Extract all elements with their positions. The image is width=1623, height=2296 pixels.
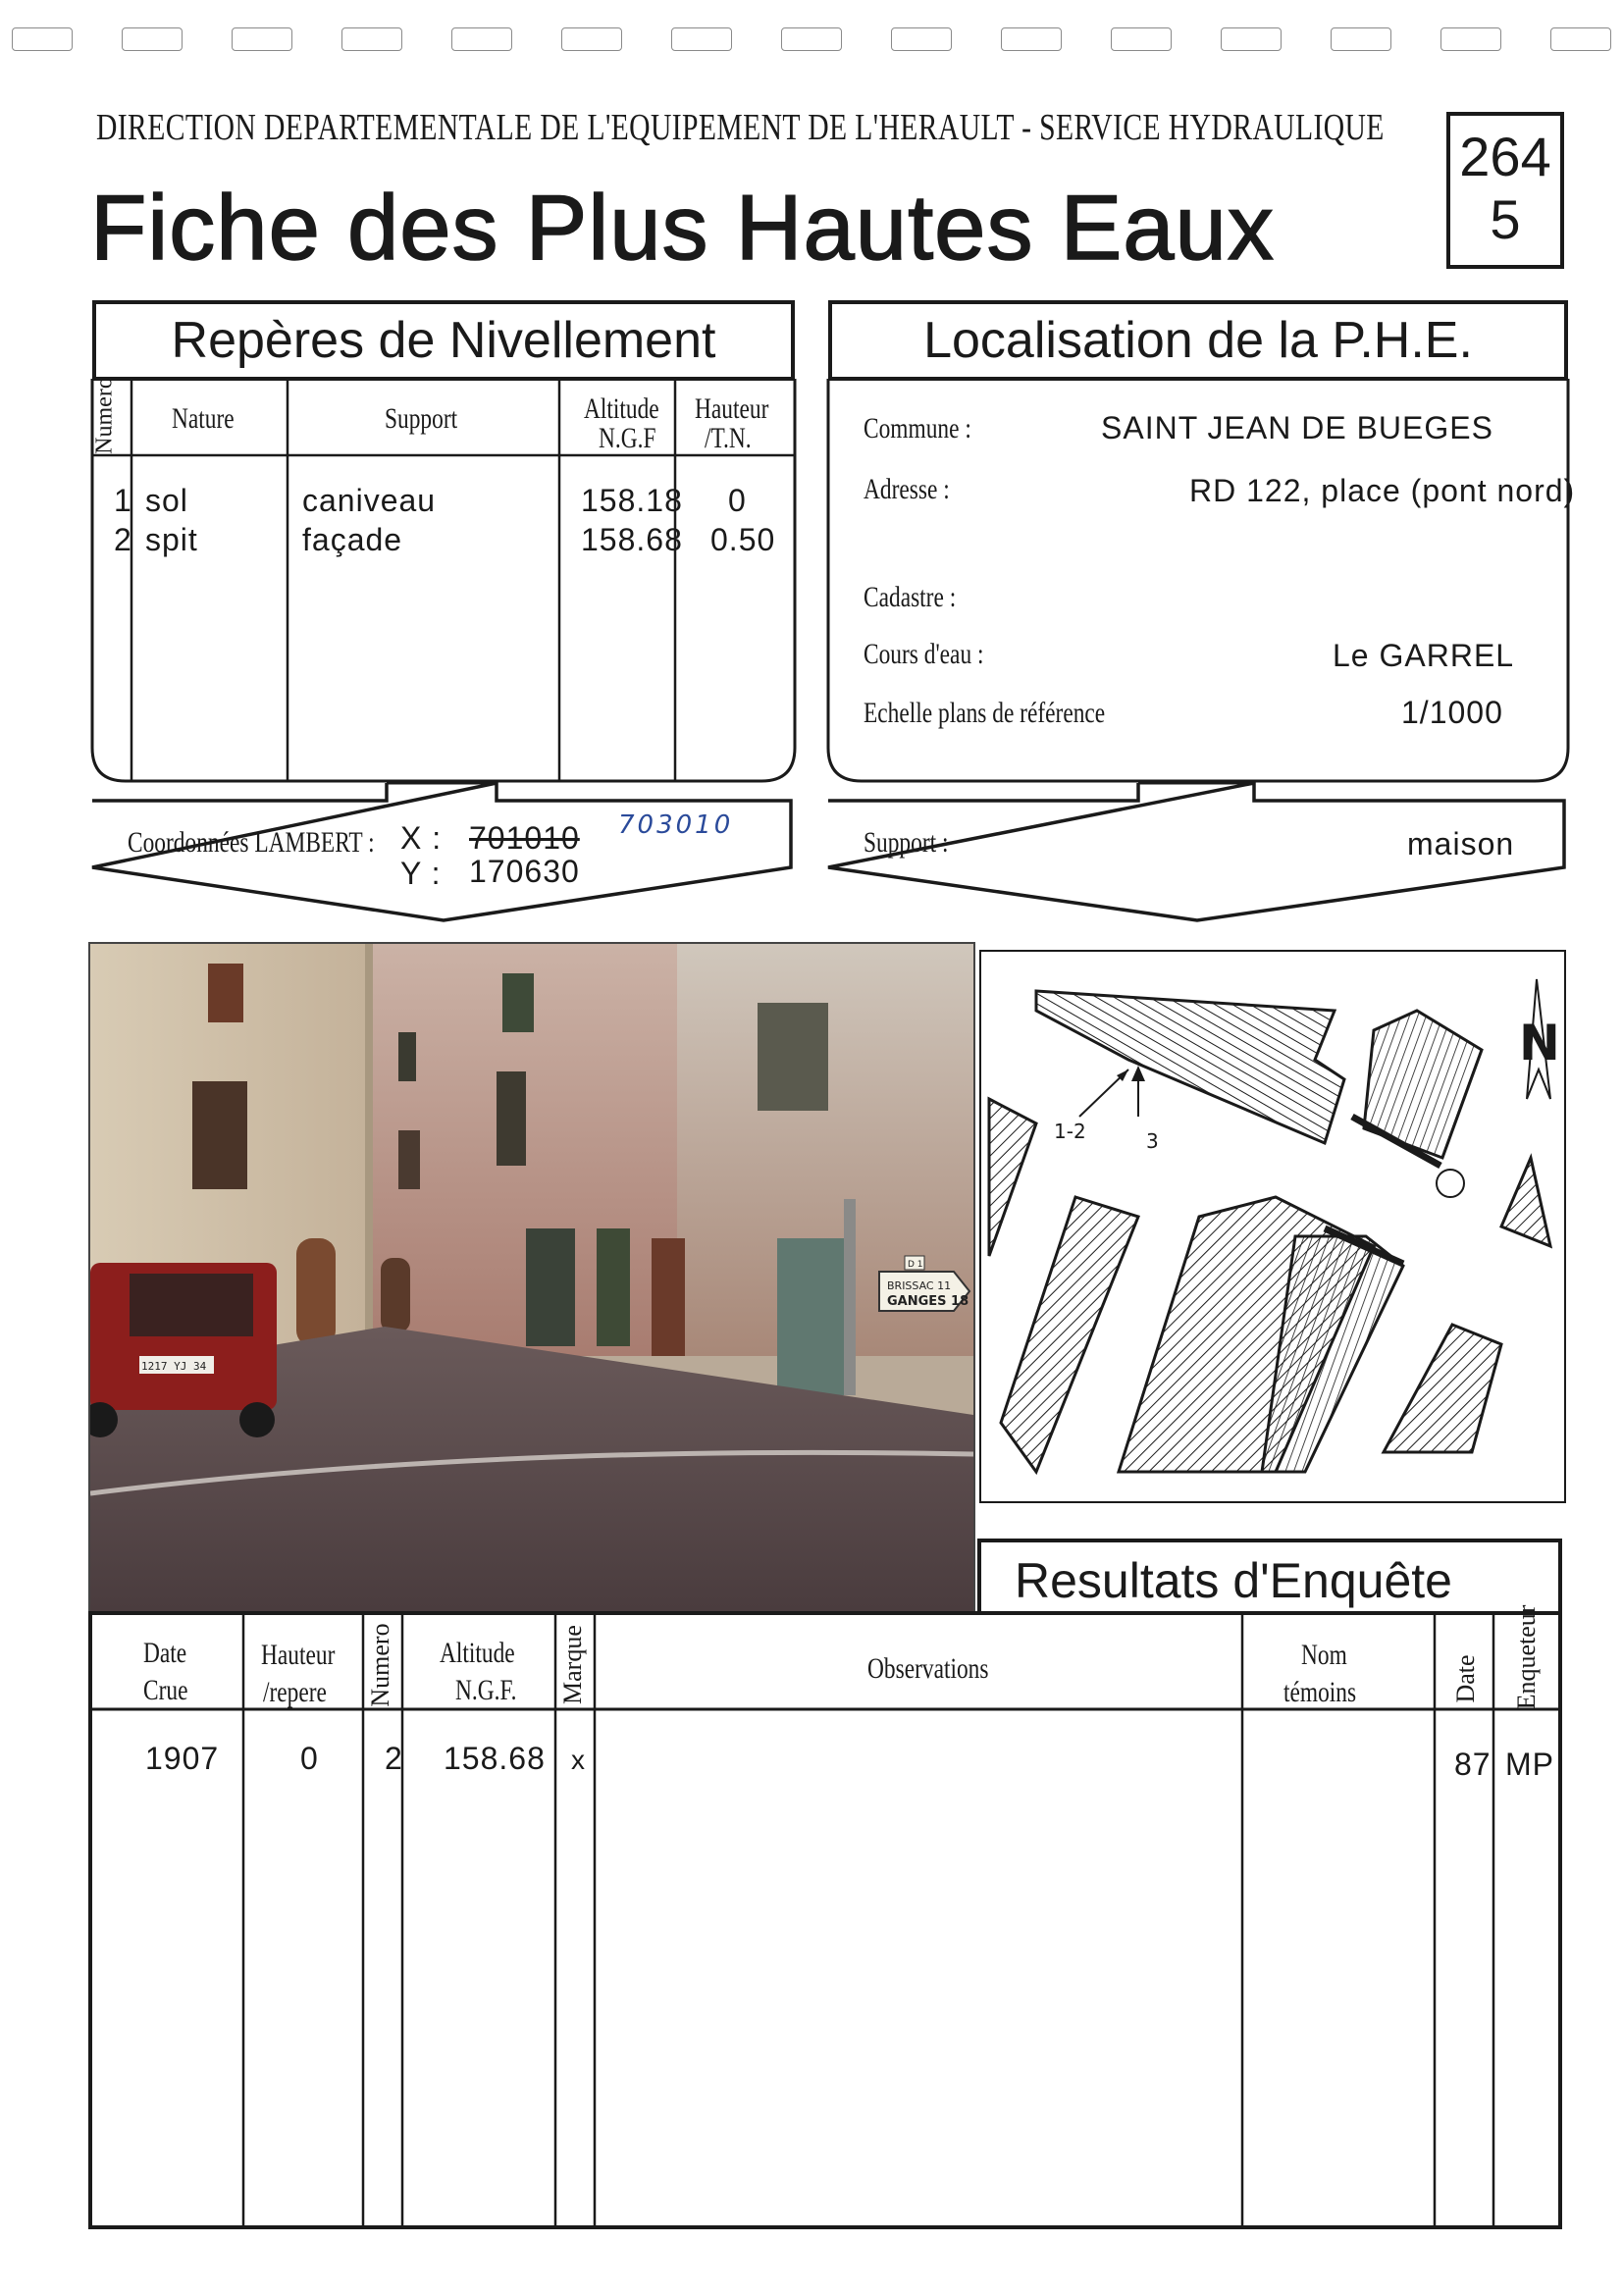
adresse-label: Adresse : xyxy=(864,473,950,505)
result-altitude: 158.68 xyxy=(444,1741,546,1776)
binding-hole xyxy=(1331,27,1391,51)
commune-value: SAINT JEAN DE BUEGES xyxy=(1101,410,1493,445)
reperes-table-frame xyxy=(88,379,799,791)
col-hauteur-header-2: /repere xyxy=(263,1676,327,1708)
binding-hole xyxy=(451,27,512,51)
col-altitude-header-2: N.G.F xyxy=(599,422,656,454)
cours-eau-value: Le GARREL xyxy=(1333,638,1515,673)
commune-label: Commune : xyxy=(864,412,971,444)
binding-hole xyxy=(341,27,402,51)
lambert-x-handwritten: 703010 xyxy=(618,810,734,840)
reference-sheet: 5 xyxy=(1490,188,1521,250)
col-date-crue-header: Date xyxy=(143,1637,187,1669)
reperes-title: Repères de Nivellement xyxy=(92,300,795,381)
row-support: caniveau xyxy=(302,483,437,518)
col-numero-header: Numero xyxy=(366,1623,394,1707)
echelle-label: Echelle plans de référence xyxy=(864,697,1106,729)
location-plan xyxy=(979,950,1566,1503)
binding-hole xyxy=(1111,27,1172,51)
row-altitude: 158.18 xyxy=(581,483,683,518)
binding-hole xyxy=(671,27,732,51)
binding-hole xyxy=(1440,27,1501,51)
col-altitude-header-2: N.G.F. xyxy=(455,1674,517,1706)
resultats-frame xyxy=(86,1531,1568,2237)
row-support: façade xyxy=(302,522,403,557)
lambert-x-struck: 701010 xyxy=(469,820,580,856)
binding-hole xyxy=(781,27,842,51)
row-hauteur: 0 xyxy=(728,483,747,518)
col-support-header: Support xyxy=(385,402,458,435)
col-hauteur-header: Hauteur xyxy=(261,1639,336,1671)
support-label: Support : xyxy=(864,826,949,859)
organisation-header: DIRECTION DEPARTEMENTALE DE L'EQUIPEMENT DE L'HERAULT - SERVICE HYDRAULIQUE xyxy=(96,107,1385,148)
col-altitude-header: Altitude xyxy=(440,1637,515,1669)
echelle-value: 1/1000 xyxy=(1401,695,1503,730)
row-numero: 2 xyxy=(114,522,132,557)
col-observations-header: Observations xyxy=(867,1652,989,1685)
support-value: maison xyxy=(1407,826,1515,861)
col-hauteur-header-2: /T.N. xyxy=(705,422,752,454)
col-date-header: Date xyxy=(1451,1654,1480,1703)
lambert-y-value: 170630 xyxy=(469,854,580,889)
col-enqueteur-header: Enqueteur xyxy=(1512,1604,1541,1710)
adresse-value: RD 122, place (pont nord) xyxy=(1189,473,1576,508)
row-nature: sol xyxy=(145,483,188,518)
col-nature-header: Nature xyxy=(172,402,235,435)
binding-hole xyxy=(12,27,73,51)
binding-hole xyxy=(891,27,952,51)
lambert-y-label: Y : xyxy=(400,856,442,891)
result-numero: 2 xyxy=(385,1741,403,1776)
site-photo xyxy=(88,942,975,1613)
plan-drawing xyxy=(981,952,1564,1501)
row-nature: spit xyxy=(145,522,198,557)
resultats-title: Resultats d'Enquête xyxy=(1015,1553,1452,1608)
result-date-crue: 1907 xyxy=(145,1741,220,1776)
lambert-x-label: X : xyxy=(400,820,443,856)
van-plate: 1217 YJ 34 xyxy=(141,1360,207,1373)
col-altitude-header: Altitude xyxy=(584,392,659,425)
binding-hole xyxy=(561,27,622,51)
street-photo-illustration xyxy=(90,944,973,1611)
row-altitude: 158.68 xyxy=(581,522,683,557)
reference-number: 264 xyxy=(1459,126,1551,187)
binding-hole xyxy=(1550,27,1611,51)
plan-marker-1-2: 1-2 xyxy=(1054,1120,1086,1143)
col-hauteur-header: Hauteur xyxy=(695,392,769,425)
cours-eau-label: Cours d'eau : xyxy=(864,638,984,670)
plan-marker-3: 3 xyxy=(1146,1129,1159,1153)
col-nom-header: Nom xyxy=(1301,1639,1347,1671)
north-icon: N xyxy=(1519,1015,1560,1071)
localisation-title: Localisation de la P.H.E. xyxy=(828,300,1568,381)
sign-line-2: GANGES 18 xyxy=(887,1294,969,1309)
page-title: Fiche des Plus Hautes Eaux xyxy=(90,176,1275,279)
row-numero: 1 xyxy=(114,483,132,518)
col-marque-header: Marque xyxy=(558,1625,587,1704)
binding-hole xyxy=(232,27,292,51)
binding-hole xyxy=(1001,27,1062,51)
row-hauteur: 0.50 xyxy=(710,522,776,557)
binding-hole xyxy=(122,27,183,51)
result-hauteur: 0 xyxy=(300,1741,319,1776)
sign-line-1: BRISSAC 11 xyxy=(887,1279,952,1292)
binding-hole xyxy=(1221,27,1282,51)
lambert-label: Coordonnées LAMBERT : xyxy=(128,826,375,859)
sign-top: D 1 xyxy=(908,1260,923,1270)
col-numero-header: Numero xyxy=(91,377,118,454)
col-date-crue-header-2: Crue xyxy=(143,1674,188,1706)
cadastre-label: Cadastre : xyxy=(864,581,957,613)
result-marque: x xyxy=(571,1745,586,1775)
col-nom-header-2: témoins xyxy=(1283,1676,1357,1708)
result-date: 87 xyxy=(1454,1747,1492,1782)
reference-box xyxy=(1446,112,1564,269)
result-enqueteur: MP xyxy=(1505,1747,1554,1782)
